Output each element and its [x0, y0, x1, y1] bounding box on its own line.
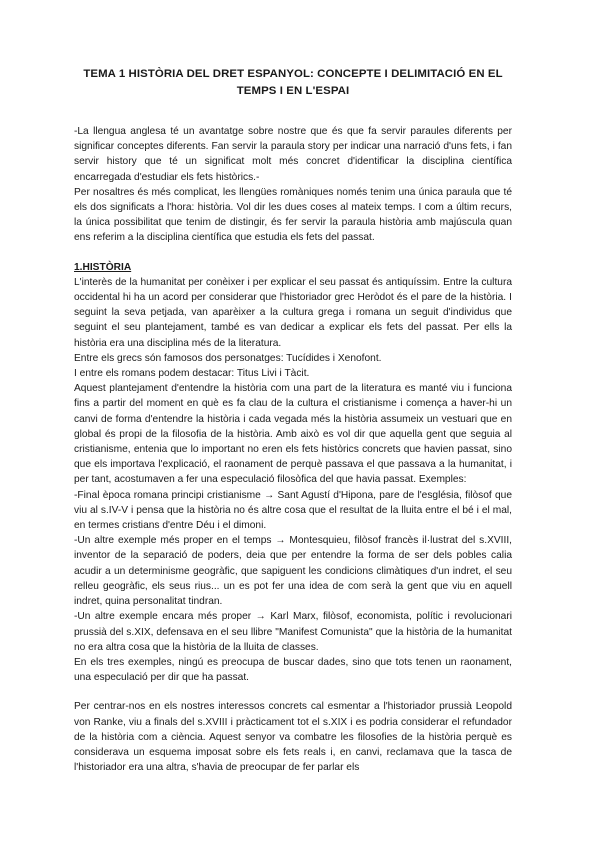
historia-paragraph-greeks: Entre els grecs són famosos dos personatges: Tucídides i Xenofont. — [74, 352, 382, 364]
document-title: TEMA 1 HISTÒRIA DEL DRET ESPANYOL: CONCEPTE I DELIMITACIÓ EN EL TEMPS I EN L'ESPAI — [83, 68, 503, 97]
section-historia — [74, 260, 512, 686]
historia-paragraph-romans: I entre els romans podem destacar: Titus Livi i Tàcit. — [74, 368, 310, 380]
historia-paragraph-1: L'interès de la humanitat per conèixer i per explicar el seu passat és antiquíssim. Entre la cultura occidental hi ha un acord per considerar que l'historiador grec Heròdot és el pare de la història. I seguint la seva petjada, van aparèixer a la cultura grega i romana un seguit d'individus que seguint el seu plantejament, també es van dedicar a explicar els fets del passat. Per ells la història era una disciplina més de la literatura. — [74, 276, 512, 349]
historia-paragraph-christianity: Aquest plantejament d'entendre la història com una part de la literatura es manté viu i funciona fins a partir del moment en què es fa clau de la cultura el cristianisme i comença a haver-hi un canvi de forma d'entendre la història i cada vegada més la història assumeix un vestuari que en global és propi de la filosofia de la història. Amb això es vol dir que aquella gent que seguia al cristianisme, entenia que lo important no eren els fets històrics concrets que havien passat, sino que els importava l'explicació, el raonament de perquè passava el que passava a la humanitat, i per tant, acostumaven a fer una especulació filosòfica del que havia passat. Exemples: — [74, 383, 512, 486]
intro-block — [74, 124, 512, 246]
ranke-paragraph: Per centrar-nos en els nostres interessos concrets cal esmentar a l'historiador prussià Leopold von Ranke, viu a finals del s.XVIII i pràcticament tot el s.XIX i es podria considerar el refundador de la història com a ciència. Aquest senyor va combatre les filosofies de la història perquè es considerava un esquema imposat sobre els fets reals i, en canvi, reclamava que la tasca de l'historiador era una altra, s'havia de preocupar de fer parlar els — [74, 701, 512, 774]
example-marx: -Un altre exemple encara més proper → Karl Marx, filòsof, economista, polític i revolucionari prussià del s.XIX, defensava en el seu llibre "Manifest Comunista" que la història de la humanitat no era altra cosa que la història de la lluita de classes. — [74, 611, 512, 653]
examples-conclusion: En els tres exemples, ningú es preocupa de buscar dades, sino que tots tenen un raonament, una especulació per dir que ha passat. — [74, 656, 512, 684]
intro-paragraph-2: Per nosaltres és més complicat, les llengües romàniques només tenim una única paraula que té els dos significats a l'hora: història. Vol dir les dues coses al mateix temps. I com a últim recurs, la única possibilitat que tenim de distingir, és fer servir la paraula història amb majúscula quan ens referim a la disciplina científica que estudia els fets del passat. — [74, 186, 512, 244]
intro-paragraph-1: -La llengua anglesa té un avantatge sobre nostre que és que fa servir paraules diferents per significar conceptes diferents. Fan servir la paraula story per indicar una narració d'uns fets, i fan servir history que té un significat molt més concret d'identificar la disciplina científica encarregada d'estudiar els fets històrics.- — [74, 126, 512, 183]
closing-block — [74, 699, 512, 775]
section-heading: 1.HISTÒRIA — [74, 261, 132, 273]
example-montesquieu: -Un altre exemple més proper en el temps → Montesquieu, filòsof francès il·lustrat del s.XVIII, inventor de la separació de poders, deia que per entendre la forma de ser dels pobles calia acudir a un determinisme geogràfic, que sapiguent les condicions climàtiques d'un indret, el seu relleu geogràfic, els seus rius... un es pot fer una idea de com serà la gent que viu en aquell indret, quina personalitat tindran. — [74, 535, 512, 608]
example-agusti: -Final època romana principi cristianisme → Sant Agustí d'Hipona, pare de l'església, filòsof que viu al s.IV-V i pensa que la història no és altre cosa que el resultat de la lluita entre el bé i el mal, en termes cristians d'entre Déu i el dimoni. — [74, 489, 512, 532]
